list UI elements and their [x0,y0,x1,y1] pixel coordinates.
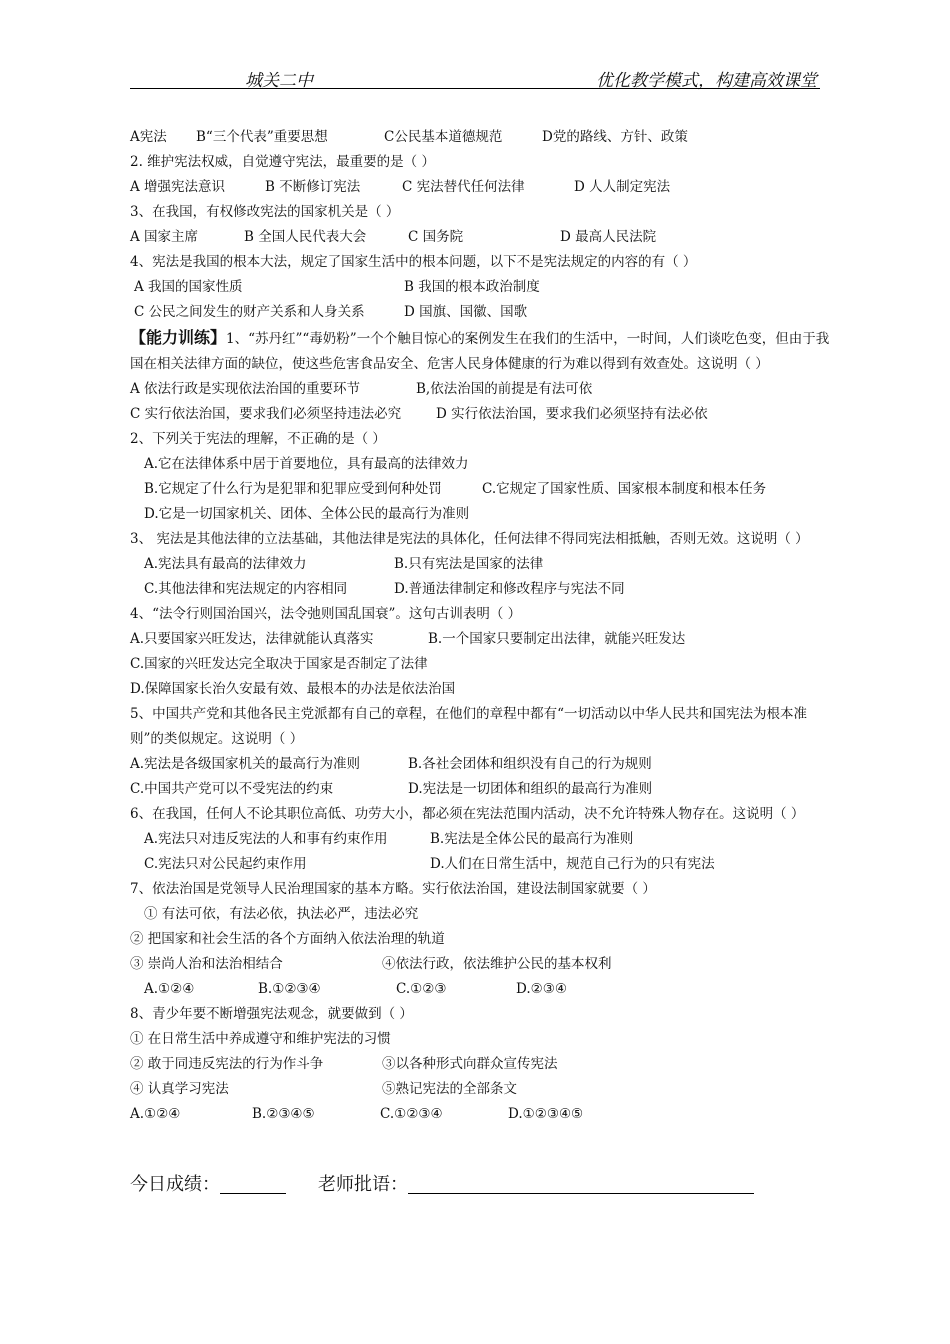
ability-q6-options-row2 [130,852,830,877]
option: A.宪法是各级国家机关的最高行为准则 [130,756,361,772]
basic-q4-options-row2 [130,300,830,325]
statement-item: ④依法行政，依法维护公民的基本权利 [382,956,612,972]
option: B.一个国家只要制定出法律，就能兴旺发达 [428,631,686,647]
ability-q5-options-row2 [130,777,830,802]
ability-q6-stem: 6、在我国，任何人不论其职位高低、功劳大小，都必须在宪法范围内活动，决不允许特殊人物存在。这说明（ ） [130,806,805,822]
option: D.保障国家长治久安最有效、最根本的办法是依法治国 [130,681,456,697]
option: A 增强宪法意识 [130,179,226,195]
option: B,依法治国的前提是有法可依 [416,381,593,397]
option: D 人人制定宪法 [574,179,671,195]
option: D 实行依法治国，要求我们必须坚持有法必依 [436,406,708,422]
option: A.①②④ [144,981,195,997]
statement-item: ② 把国家和社会生活的各个方面纳入依法治理的轨道 [130,931,445,947]
header-school: 城关二中 [245,71,313,91]
basic-q4-options-row1 [130,275,830,300]
option: C 实行依法治国，要求我们必须坚持违法必究 [130,406,402,422]
ability-q3-options-row1 [130,552,830,577]
comment-label: 老师批语： [318,1174,408,1195]
ability-q7-options [130,977,830,1002]
basic-q2-stem: 2. 维护宪法权威，自觉遵守宪法，最重要的是（ ） [130,154,435,170]
option: A宪法 [130,129,167,145]
ability-q3-stem: 3、 宪法是其他法律的立法基础，其他法律是宪法的具体化，任何法律不得同宪法相抵触，否则无效。这说明（ ） [130,531,809,547]
option: C.宪法只对公民起约束作用 [144,856,307,872]
option: B.它规定了什么行为是犯罪和犯罪应受到何种处罚 [144,481,442,497]
option: B.②③④⑤ [252,1106,315,1122]
ability-q2-stem: 2、下列关于宪法的理解，不正确的是（ ） [130,431,386,447]
option: C.①②③ [396,981,447,997]
option: D 国旗、国徽、国歌 [404,304,528,320]
option: C 国务院 [408,229,464,245]
statement-item: ③ 崇尚人治和法治相结合 [130,956,283,972]
ability-q5-options-row1 [130,752,830,777]
ability-q7-items-row [130,952,830,977]
ability-q3-options-row2 [130,577,830,602]
statement-item: ④ 认真学习宪法 [130,1081,229,1097]
basic-q1-options [130,125,830,150]
option: D.①②③④⑤ [508,1106,584,1122]
ability-q2-options-row2 [130,477,830,502]
ability-q5-stem: 5、中国共产党和其他各民主党派都有自己的章程，在他们的章程中都有“一切活动以中华人民共和国宪法为根本准则”的类似规定。这说明（ ） [130,706,807,747]
ability-q8-options [130,1102,830,1127]
option: C.①②③④ [380,1106,443,1122]
basic-q3-stem: 3、在我国，有权修改宪法的国家机关是（ ） [130,204,400,220]
option: C 公民之间发生的财产关系和人身关系 [134,304,365,320]
option: A.①②④ [130,1106,181,1122]
ability-q1-stem: 【能力训练】1、“苏丹红”“毒奶粉”一个个触目惊心的案例发生在我们的生活中，一时间，人们谈吃色变，但由于我国在相关法律方面的缺位，使这些危害食品安全、危害人民身体健康的行为难以得到有效查处。这说明（ ） [130,328,830,372]
ability-q1-options-row2 [130,402,830,427]
option: B“三个代表”重要思想 [196,129,328,145]
option: B 我国的根本政治制度 [404,279,540,295]
option: B.只有宪法是国家的法律 [394,556,544,572]
option: A 我国的国家性质 [134,279,243,295]
ability-q8-items-row1 [130,1052,830,1077]
statement-item: ① 有法可依，有法必依，执法必严，违法必究 [144,906,419,922]
ability-q1-options-row1 [130,377,830,402]
option: D.普通法律制定和修改程序与宪法不同 [394,581,625,597]
statement-item: ⑤熟记宪法的全部条文 [382,1081,517,1097]
option: A.它在法律体系中居于首要地位，具有最高的法律效力 [144,456,469,472]
statement-item: ① 在日常生活中养成遵守和维护宪法的习惯 [130,1031,391,1047]
ability-q7-stem: 7、依法治国是党领导人民治理国家的基本方略。实行依法治国，建设法制国家就要（ ） [130,881,656,897]
score-label: 今日成绩： [130,1174,220,1195]
option: B.各社会团体和组织没有自己的行为规则 [408,756,652,772]
section-label: 【能力训练】 [130,328,227,347]
basic-q3-options [130,225,830,250]
ability-q4-options-row1 [130,627,830,652]
option: B 全国人民代表大会 [244,229,367,245]
option: C.中国共产党可以不受宪法的约束 [130,781,334,797]
option: C.国家的兴旺发达完全取决于国家是否制定了法律 [130,656,428,672]
option: A.宪法具有最高的法律效力 [144,556,307,572]
option: B 不断修订宪法 [265,179,361,195]
option: A.宪法只对违反宪法的人和事有约束作用 [144,831,388,847]
basic-q4-stem: 4、宪法是我国的根本大法，规定了国家生活中的根本问题，以下不是宪法规定的内容的有（ ） [130,254,697,270]
option: D.它是一切国家机关、团体、全体公民的最高行为准则 [144,506,470,522]
option: D.②③④ [516,981,567,997]
option: D 最高人民法院 [560,229,657,245]
option: C.其他法律和宪法规定的内容相同 [144,581,348,597]
basic-q2-options [130,175,830,200]
option: C.它规定了国家性质、国家根本制度和根本任务 [482,481,767,497]
ability-q8-stem: 8、青少年要不断增强宪法观念，就要做到（ ） [130,1006,413,1022]
option: A 依法行政是实现依法治国的重要环节 [130,381,361,397]
score-row [130,1170,754,1196]
option: A.只要国家兴旺发达，法律就能认真落实 [130,631,374,647]
option: B.宪法是全体公民的最高行为准则 [430,831,634,847]
ability-q4-stem: 4、“法令行则国治国兴，法令弛则国乱国衰”。这句古训表明（ ） [130,606,522,622]
option: D党的路线、方针、政策 [542,129,688,145]
header-slogan: 优化教学模式，构建高效课堂 [596,71,817,91]
option: D.人们在日常生活中，规范自己行为的只有宪法 [430,856,715,872]
option: C公民基本道德规范 [384,129,503,145]
option: B.①②③④ [258,981,321,997]
option: D.宪法是一切团体和组织的最高行为准则 [408,781,653,797]
option: A 国家主席 [130,229,199,245]
comment-blank [408,1173,754,1194]
ability-q6-options-row1 [130,827,830,852]
statement-item: ② 敢于同违反宪法的行为作斗争 [130,1056,324,1072]
score-blank [220,1173,286,1194]
statement-item: ③以各种形式向群众宣传宪法 [382,1056,558,1072]
question-content [130,125,830,1127]
header-rule [130,88,820,89]
option: C 宪法替代任何法律 [402,179,525,195]
ability-q8-items-row2 [130,1077,830,1102]
